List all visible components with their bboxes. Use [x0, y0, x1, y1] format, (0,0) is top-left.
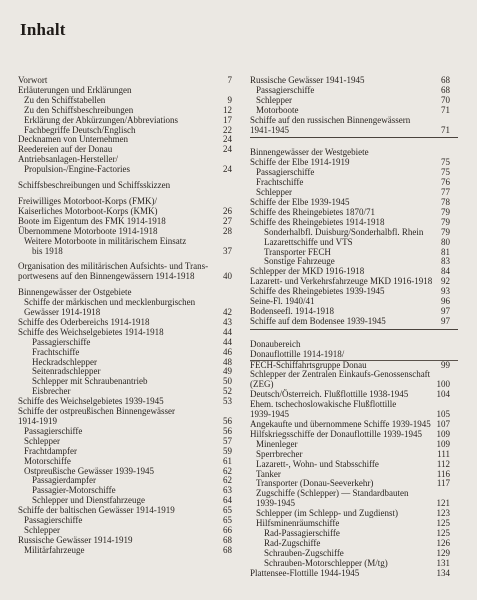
toc-entry-title: Boote im Eigentum des FMK 1914-1918 [18, 215, 166, 226]
toc-entry-title: Übernommene Motorboote 1914-1918 [18, 225, 158, 236]
toc-entry-title: Schlepper [24, 524, 60, 535]
toc-entry-title: Schlepper [256, 94, 292, 105]
toc-entry-title: Schiffe der märkischen und mecklenburgischen [24, 297, 196, 308]
section-divider [250, 137, 458, 138]
toc-entry-title: Schiffe der Elbe 1914-1919 [250, 157, 350, 168]
toc-entry-title: FECH-Schiffahrtsgruppe Donau [250, 359, 367, 370]
toc-entry-title: Passagierschiffe [32, 336, 91, 347]
toc-entry-page: 62 [223, 475, 232, 486]
toc-entry-page: 109 [436, 438, 450, 449]
toc-left-column [18, 76, 232, 556]
toc-entry-title: Angekaufte und übernommene Schiffe 1939-1945 [250, 419, 431, 429]
toc-entry [18, 237, 232, 247]
toc-entry-page: 112 [436, 458, 450, 469]
toc-entry-title: Ehem. tschechoslowakische Flußflottille [250, 399, 397, 410]
toc-entry-title: Minenleger [256, 438, 298, 449]
toc-entry-page: 65 [223, 515, 232, 526]
toc-entry-page: 68 [441, 84, 450, 95]
toc-entry-page: 7 [227, 75, 232, 85]
toc-entry-title: Gewässer 1914-1918 [24, 307, 101, 318]
toc-entry-page: 79 [441, 226, 450, 237]
toc-entry-title: Passagierschiffe [256, 167, 315, 178]
toc-entry-page: 104 [436, 389, 450, 400]
section-divider [250, 329, 458, 330]
toc-entry-title: Passagierdampfer [32, 475, 96, 486]
toc-entry-page: 107 [436, 419, 450, 429]
toc-entry-page: 50 [223, 376, 232, 387]
toc-entry-title: Transporter (Donau-Seeverkehr) [256, 478, 374, 489]
page-title: Inhalt [20, 20, 66, 39]
toc-entry-page: 84 [441, 266, 450, 277]
toc-entry-title: Rad-Zugschiffe [264, 537, 321, 548]
toc-entry-title: Sperrbrecher [256, 448, 303, 459]
toc-entry-title: Donauflottille 1914-1918/ [250, 350, 458, 361]
toc-entry-title: Schrauben-Zugschiffe [264, 547, 344, 558]
toc-entry-title: 1914-1919 [18, 416, 57, 426]
toc-entry-title: Militärfahrzeuge [24, 544, 85, 555]
toc-entry-title: bis 1918 [32, 245, 63, 256]
toc-entry-page: 83 [441, 256, 450, 267]
toc-entry-title: Binnengewässer der Ostgebiete [18, 287, 132, 298]
toc-entry-title: Hilfsminenräumschiffe [256, 518, 340, 529]
toc-right-column [250, 76, 458, 579]
toc-entry [18, 247, 232, 257]
toc-entry-title: Passagierschiffe [24, 425, 83, 436]
toc-entry-page: 24 [223, 134, 232, 145]
toc-entry-title: (ZEG) [250, 379, 274, 390]
toc-entry-page: 131 [436, 557, 450, 568]
toc-entry-title: Seine-Fl. 1940/41 [250, 296, 315, 307]
toc-entry-title: Transporter FECH [264, 246, 331, 257]
toc-entry-page: 97 [441, 305, 450, 316]
toc-entry-title: Antriebsanlagen-Hersteller/ [18, 154, 118, 165]
toc-entry-page: 17 [223, 114, 232, 125]
toc-entry-title: Plattensee-Flottille 1944-1945 [250, 567, 360, 578]
toc-entry-page: 63 [223, 485, 232, 496]
toc-entry-title: Russische Gewässer 1941-1945 [250, 75, 365, 85]
toc-entry-title: Propulsion-/Engine-Factories [24, 164, 130, 175]
toc-entry-title: Vorwort [18, 75, 48, 85]
toc-entry-page: 48 [223, 356, 232, 367]
toc-entry-title: Passagier-Motorschiffe [32, 485, 116, 496]
toc-entry-title: Eisbrecher [32, 386, 71, 397]
toc-entry-page: 129 [436, 547, 450, 558]
toc-entry-title: Fachbegriffe Deutsch/Englisch [24, 124, 136, 135]
toc-entry-page: 43 [223, 316, 232, 327]
toc-entry-page: 57 [223, 435, 232, 446]
toc-entry-title: Reedereien auf der Donau [18, 144, 113, 155]
toc-entry-page: 80 [441, 236, 450, 247]
toc-entry-title: Motorboote [256, 104, 299, 115]
toc-entry-title: Organisation des militärischen Aufsichts- und Trans- [18, 261, 209, 272]
toc-entry [250, 569, 458, 579]
toc-entry-page: 105 [436, 409, 450, 420]
toc-entry-title: Zu den Schiffsbeschreibungen [24, 104, 134, 115]
toc-entry-title: Schlepper (im Schlepp- und Zugdienst) [256, 508, 398, 519]
toc-entry-title: Lazarett- und Verkehrsfahrzeuge MKD 1916-1918 [250, 276, 433, 287]
toc-entry-page: 81 [441, 246, 450, 257]
toc-entry-page: 68 [441, 75, 450, 85]
toc-entry-page: 123 [436, 508, 450, 519]
toc-entry [250, 370, 458, 380]
toc-entry-page: 109 [436, 428, 450, 439]
toc-entry-title: Hilfskriegsschiffe der Donauflottille 1939-1945 [250, 428, 423, 439]
toc-entry-title: Schiffe des Weichselgebietes 1914-1918 [18, 326, 164, 337]
toc-entry-title: Frachtschiffe [256, 177, 304, 188]
toc-entry-page: 79 [441, 206, 450, 217]
toc-entry-page: 77 [441, 187, 450, 198]
toc-entry-title: Schiffe des Weichselgebietes 1939-1945 [18, 396, 164, 407]
toc-entry-title: Kaiserliches Motorboot-Korps (KMK) [18, 205, 158, 216]
toc-entry-page: 24 [223, 144, 232, 155]
toc-entry-title: Lazarettschiffe und VTS [264, 236, 353, 247]
toc-entry-title: Binnengewässer der Westgebiete [250, 147, 369, 158]
toc-entry-title: Schiffe auf den russischen Binnengewässern [250, 114, 411, 125]
toc-entry-page: 71 [441, 104, 450, 115]
toc-entry-page: 40 [223, 271, 232, 282]
toc-entry-title: Schiffe der ostpreußischen Binnengewässer [18, 406, 176, 417]
toc-entry-title: Schiffe des Rheingebietes 1870/71 [250, 206, 376, 217]
toc-entry-title: Erklärung der Abkürzungen/Abbreviations [24, 114, 178, 125]
toc-entry-title: Schlepper und Dienstfahrzeuge [32, 495, 145, 506]
toc-entry-title: Zu den Schiffstabellen [24, 94, 106, 105]
toc-entry-title: 1939-1945 [256, 498, 295, 509]
toc-entry-title: Passagierschiffe [256, 84, 315, 95]
toc-entry-page: 65 [223, 505, 232, 516]
toc-entry-page: 79 [441, 216, 450, 227]
toc-entry-page: 125 [436, 518, 450, 529]
toc-entry-page: 44 [223, 326, 232, 337]
toc-entry [250, 317, 458, 327]
toc-entry-title: Rad-Passagierschiffe [264, 527, 340, 538]
toc-entry-page: 121 [436, 498, 450, 509]
toc-entry-page: 46 [223, 346, 232, 357]
toc-entry-page: 96 [441, 296, 450, 307]
toc-entry-page: 71 [441, 124, 450, 135]
toc-entry-title: Schlepper der MKD 1916-1918 [250, 266, 365, 277]
toc-entry-page: 117 [436, 478, 450, 489]
toc-entry-page: 56 [223, 416, 232, 426]
toc-entry [250, 238, 458, 248]
toc-entry-page: 28 [223, 225, 232, 236]
toc-entry-page: 37 [223, 245, 232, 256]
toc-entry-page: 53 [223, 396, 232, 407]
toc-entry-title: portwesens auf den Binnengewässern 1914-1918 [18, 271, 195, 282]
toc-entry-page: 62 [223, 465, 232, 476]
toc-entry-title: Schiffe des Rheingebietes 1914-1918 [250, 216, 385, 227]
toc-entry-title: Erläuterungen und Erklärungen [18, 84, 132, 95]
toc-entry-title: Weitere Motorboote in militärischem Einsatz [24, 235, 187, 246]
toc-entry-title: Sonderhalbfl. Duisburg/Sonderhalbfl. Rhein [264, 226, 424, 237]
toc-entry-title: Russische Gewässer 1914-1919 [18, 534, 133, 545]
toc-entry-title: Schiffe des Rheingebietes 1939-1945 [250, 286, 385, 297]
toc-entry-page: 22 [223, 124, 232, 135]
toc-entry-title: Motorschiffe [24, 455, 71, 466]
toc-entry-page: 24 [223, 164, 232, 175]
toc-entry-page: 52 [223, 386, 232, 397]
toc-entry-title: Schlepper [24, 435, 60, 446]
toc-entry-title: Freiwilliges Motorboot-Korps (FMK)/ [18, 195, 157, 206]
toc-entry-title: Frachtschiffe [32, 346, 80, 357]
toc-entry-title: Lazarett-, Wohn- und Stabsschiffe [256, 458, 379, 469]
toc-entry-title: Ostpreußische Gewässer 1939-1945 [24, 465, 154, 476]
toc-entry-page: 70 [441, 94, 450, 105]
toc-entry-title: Decknamen von Unternehmen [18, 134, 128, 145]
toc-entry-title: Schrauben-Motorschlepper (M/tg) [264, 557, 388, 568]
toc-entry-page: 42 [223, 307, 232, 318]
toc-entry [250, 126, 458, 136]
toc-entry [18, 272, 232, 282]
toc-entry-page: 126 [436, 537, 450, 548]
toc-entry-title: Schiffe der baltischen Gewässer 1914-1919 [18, 505, 175, 516]
toc-entry-page: 93 [441, 286, 450, 297]
toc-entry-page: 75 [441, 157, 450, 168]
toc-entry-title: Schlepper [256, 187, 292, 198]
toc-entry-title: Schiffe des Oderbereichs 1914-1918 [18, 316, 150, 327]
toc-entry-title: Sonstige Fahrzeuge [264, 256, 335, 267]
toc-entry-title: Schlepper der Zentralen Einkaufs-Genossenschaft [250, 369, 431, 380]
toc-entry-title: Bodenseefl. 1914-1918 [250, 305, 334, 316]
toc-entry-page: 125 [436, 527, 450, 538]
toc-entry-page: 49 [223, 366, 232, 377]
toc-entry-page: 44 [223, 336, 232, 347]
toc-entry-title: 1941-1945 [250, 124, 289, 135]
toc-entry-page: 68 [223, 544, 232, 555]
toc-entry-page: 92 [441, 276, 450, 287]
toc-entry-title: Deutsch/Österreich. Flußflottille 1938-1945 [250, 389, 409, 400]
toc-entry-title: Tanker [256, 468, 281, 479]
toc-entry-title: Seitenradschlepper [32, 366, 101, 377]
toc-entry [250, 350, 458, 361]
toc-entry-page: 116 [436, 468, 450, 479]
toc-entry-page: 12 [223, 104, 232, 115]
toc-entry-page: 78 [441, 196, 450, 207]
toc-entry-title: Donaubereich [250, 338, 301, 349]
toc-entry-title: Heckradschlepper [32, 356, 97, 367]
toc-entry-title: Zugschiffe (Schlepper) — Standardbauten [256, 488, 409, 499]
toc-entry-page: 66 [223, 524, 232, 535]
toc-entry [18, 165, 232, 175]
toc-entry-page: 100 [436, 379, 450, 390]
toc-entry-page: 59 [223, 445, 232, 456]
toc-entry [18, 546, 232, 556]
toc-entry-page: 75 [441, 167, 450, 178]
toc-entry-title: Schiffe auf dem Bodensee 1939-1945 [250, 315, 386, 326]
toc-entry-page: 27 [223, 215, 232, 226]
toc-entry-title: Schiffe der Elbe 1939-1945 [250, 196, 350, 207]
toc-entry-title: 1939-1945 [250, 409, 289, 420]
toc-entry-page: 64 [223, 495, 232, 506]
toc-entry-page: 26 [223, 205, 232, 216]
toc-entry-page: 76 [441, 177, 450, 188]
toc-entry-page: 56 [223, 425, 232, 436]
toc-entry-title: Passagierschiffe [24, 515, 83, 526]
toc-entry-page: 9 [227, 94, 232, 105]
toc-entry [250, 460, 458, 470]
toc-entry-page: 99 [441, 359, 450, 370]
toc-entry-page: 134 [436, 567, 450, 578]
toc-entry-page: 97 [441, 315, 450, 326]
toc-entry-title: Schlepper mit Schraubenantrieb [32, 376, 148, 387]
toc-entry-title: Schiffsbeschreibungen und Schiffsskizzen [18, 180, 171, 191]
toc-entry-page: 68 [223, 534, 232, 545]
toc-entry-title: Frachtdampfer [24, 445, 77, 456]
toc-entry-page: 111 [437, 448, 450, 459]
toc-entry-page: 61 [223, 455, 232, 466]
toc-entry [18, 181, 232, 191]
